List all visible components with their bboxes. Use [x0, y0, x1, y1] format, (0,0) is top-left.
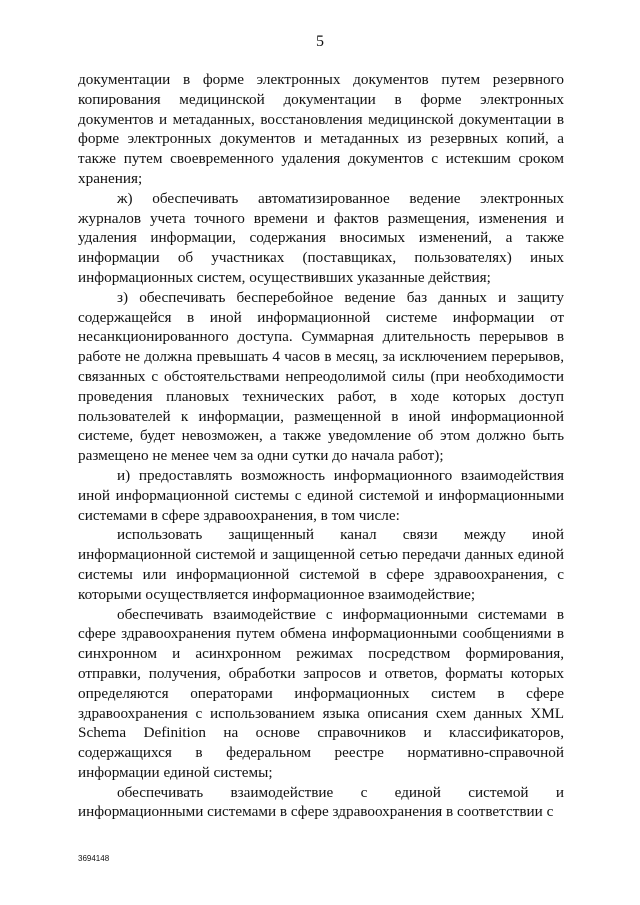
- paragraph-item-z: з) обеспечивать бесперебойное ведение баз данных и защиту содержащейся в иной информационной системе информации от несанкционированного доступа. Суммарная длительность перерывов в работе не должна превышать 4 часов в месяц, за исключением перерывов, связанных с обстоятельствами непреодолимой силы (при необходимости проведения плановых технических работ, в ходе которых доступ пользователей к информации, размещенной в иной информационной системе, будет невозможен, а также уведомление об этом должно быть размещено не менее чем за одни сутки до начала работ);: [78, 288, 564, 465]
- paragraph-continuation: документации в форме электронных документов путем резервного копирования медицинской документации в форме электронных документов и метаданных, восстановления медицинской документации в форме электронных документов и метаданных из резервных копий, а также путем своевременного удаления документов с истекшим сроком хранения;: [78, 71, 564, 187]
- paragraph-subitem-secure-channel: использовать защищенный канал связи между иной информационной системой и защищенной сетью передачи данных единой системы или информационной системой в сфере здравоохранения, с которыми осуществляется информационное взаимодействие;: [78, 526, 564, 603]
- paragraph-subitem-message-exchange: обеспечивать взаимодействие с информационными системами в сфере здравоохранения путем обмена информационными сообщениями в синхронном и асинхронном режимах посредством формирования, отправки, получения, обработки запросов и ответов, форматы которых определяются операторами информационных систем в сфере здравоохранения с использованием языка описания схем данных XML Schema Definition на основе справочников и классификаторов, содержащихся в федеральном реестре нормативно-справочной информации единой системы;: [78, 605, 564, 781]
- document-code: 3694148: [78, 854, 110, 863]
- body-text: [78, 70, 564, 822]
- page-number: 5: [316, 33, 324, 50]
- paragraph-item-i: и) предоставлять возможность информационного взаимодействия иной информационной системы с единой системой и информационными системами в сфере здравоохранения, в том числе:: [78, 466, 564, 524]
- paragraph-item-zh: ж) обеспечивать автоматизированное ведение электронных журналов учета точного времени и фактов размещения, изменения и удаления информации, содержания вносимых изменений, а также информации об участниках (поставщиках, пользователях) иных информационных систем, осуществивших указанные действия;: [78, 189, 564, 286]
- paragraph-subitem-unified-system: обеспечивать взаимодействие с единой системой и информационными системами в сфере здравоохранения в соответствии с: [78, 783, 564, 821]
